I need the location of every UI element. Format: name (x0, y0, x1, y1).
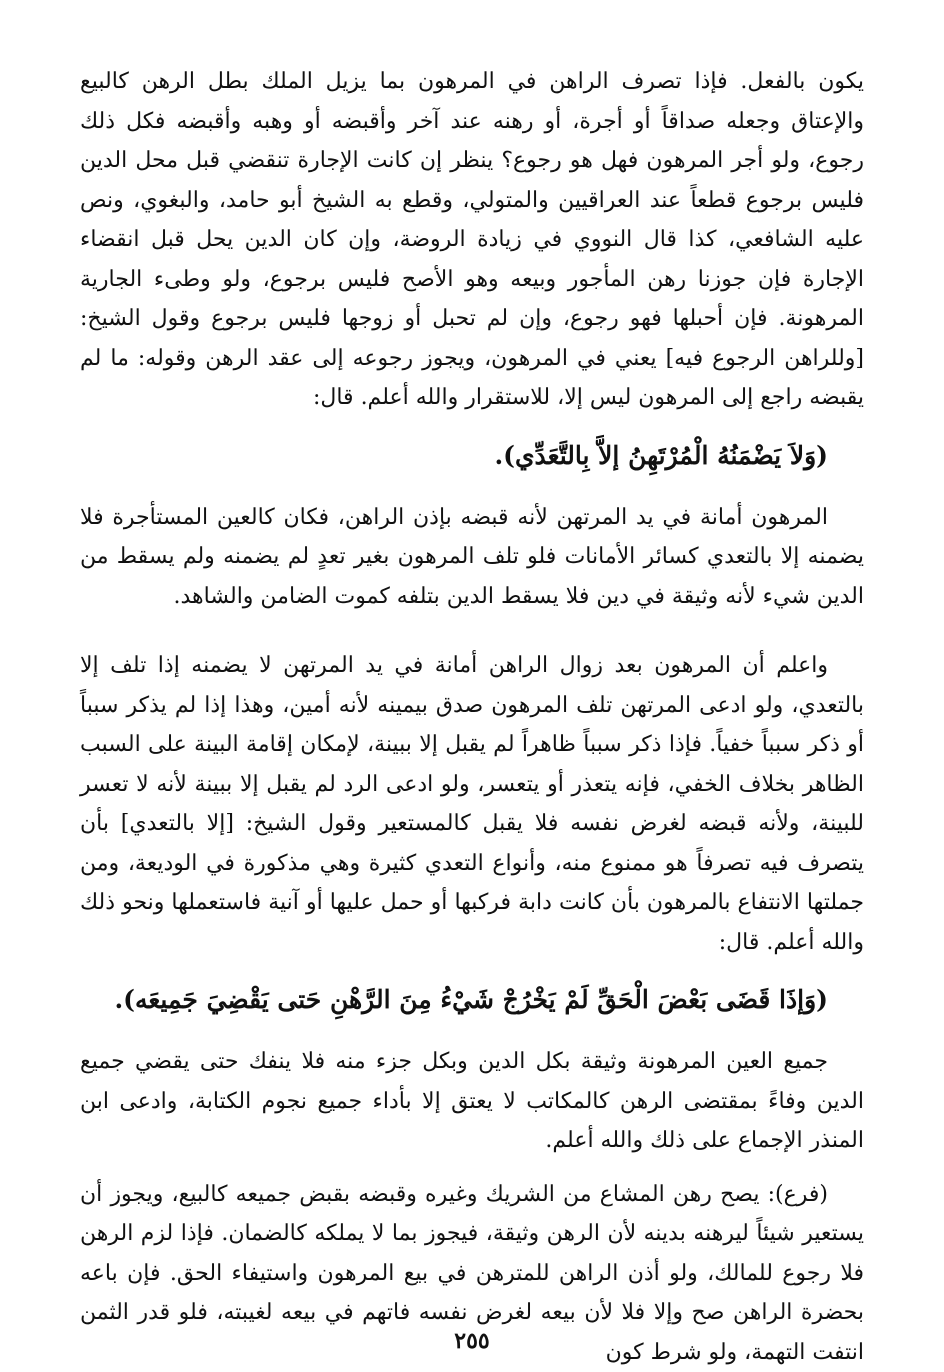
paragraph-gap (80, 1161, 864, 1175)
paragraph-revocation: يكون بالفعل. فإذا تصرف الراهن في المرهون بما يزيل الملك بطل الرهن كالبيع والإعتاق وجعله صداقاً أو أجرة، أو رهنه عند آخر وأقبضه أو وهبه وأقبضه فكل ذلك رجوع، ولو أجر المرهون فهل هو رجوع؟ ينظر إن كانت الإجارة تنقضي قبل محل الدين فليس برجوع قطعاً عند العراقيين والمتولي، وقطع به الشيخ أبو حامد، والبغوي، ونص عليه الشافعي، كذا قال النووي في زيادة الروضة، وإن كان الدين يحل قبل انقضاء الإجارة فإن جوزنا رهن المأجور وبيعه وهو الأصح فليس برجوع، ولو وطىء الجارية المرهونة. فإن أحبلها فهو رجوع، وإن لم تحبل أو زوجها فليس برجوع وقول الشيخ: [وللراهن الرجوع فيه] يعني في المرهون، ويجوز رجوعه إلى عقد الرهن وقوله: ما لم يقبضه راجع إلى المرهون ليس إلا، للاستقرار والله أعلم. قال: (80, 69, 865, 410)
paragraph-whole-security: جميع العين المرهونة وثيقة بكل الدين وبكل جزء منه فلا ينفك حتى يقضي جميع الدين وفاءً بمقتضى الرهن كالمكاتب لا يعتق إلا بأداء جميع نجوم الكتابة، وادعى ابن المنذر الإجماع على ذلك والله أعلم. (80, 1049, 864, 1153)
paragraph-trust: المرهون أمانة في يد المرتهن لأنه قبضه بإذن الراهن، فكان كالعين المستأجرة فلا يضمنه إلا بالتعدي كسائر الأمانات فلو تلف المرهون بغير تعدٍ لم يضمنه ولم يسقط من الدين شيء لأنه وثيقة في دين فلا يسقط الدين بتلفه كموت الضامن والشاهد. (80, 504, 864, 609)
paragraph-branch: (فرع): يصح رهن المشاع من الشريك وغيره وقبضه بقبض جميعه كالبيع، ويجوز أن يستعير شيئاً ليرهنه بدينه لأن الرهن وثيقة، فيجوز بما لا يملكه كالضمان. فإذا لزم الرهن فلا رجوع للمالك، ولو أذن الراهن للمترهن في بيع المرهون واستيفاء الحق. فإن باعه بحضرة الراهن صح وإلا فلا لأن بيعه لغرض نفسه فاتهم في بيعه لغيبته، فلو قدر الثمن انتفت التهمة، ولو شرط كون (80, 1181, 864, 1365)
quote-partial-payment: (وَإذَا قَضَى بَعْضَ الْحَقِّ لَمْ يَخْرُجْ شَيْءُ مِنَ الرَّهْنِ حَتى يَقْضِيَ جَمِيعَه). (114, 985, 828, 1014)
paragraph-after-removal: واعلم أن المرهون بعد زوال الراهن أمانة في يد المرتهن لا يضمنه إذا تلف إلا بالتعدي، ولو ادعى المرتهن تلف المرهون صدق بيمينه لأنه أمين، وهذا إذا لم يذكر سبباً أو ذكر سبباً خفياً. فإذا ذكر سبباً ظاهراً لم يقبل إلا ببينة، لإمكان إقامة البينة على السبب الظاهر بخلاف الخفي، فإنه يتعذر أو يتعسر، ولو ادعى الرد لم يقبل إلا ببينة لأنه لا تعسر للبينة، ولأنه قبضه لغرض نفسه فلا يقبل كالمستعير وقول الشيخ: [إلا بالتعدي] بأن يتصرف فيه تصرفاً هو ممنوع منه، وأنواع التعدي كثيرة وهي مذكورة في الوديعة، ومن جملتها الانتفاع بالمرهون بأن كانت دابة فركبها أو حمل عليها أو آنية فاستعملها ونحو ذلك والله أعلم. قال: (80, 653, 864, 955)
page-number: ٢٥٥ (454, 1328, 490, 1354)
paragraph-gap (80, 616, 864, 646)
quote-no-liability: (وَلاَ يَضْمَنُهُ الْمُرْتَهِنُ إلاَّ بِالتَّعَدِّي). (494, 440, 828, 470)
